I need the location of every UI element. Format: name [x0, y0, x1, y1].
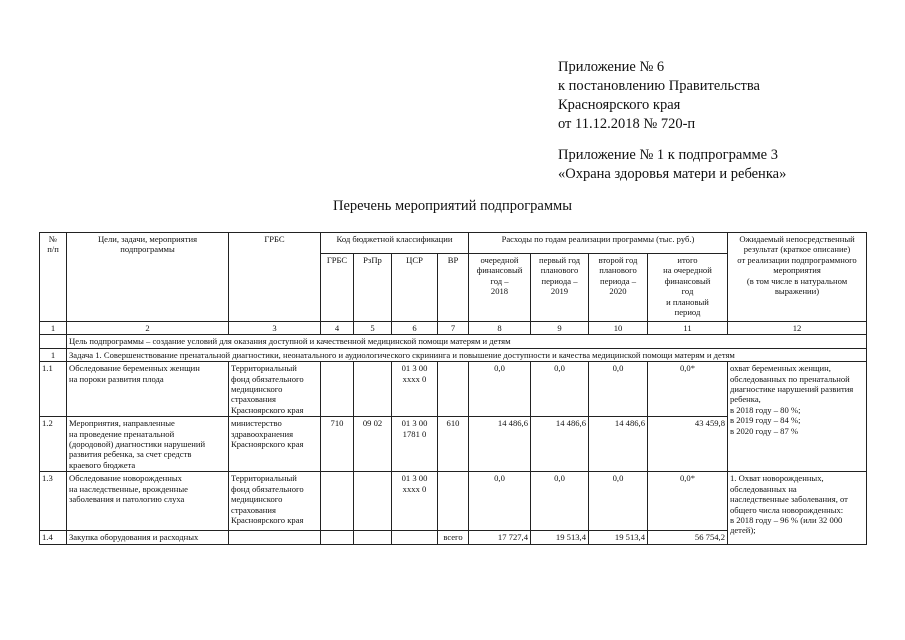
row-grbs: Территориальный фонд обязательного медицинского страхования Красноярского края — [229, 472, 321, 531]
header-year-2020: второй год планового периода – 2020 — [589, 254, 648, 322]
row-total: 0,0* — [648, 362, 728, 417]
row-k-vr: всего — [438, 531, 469, 544]
row-k-grbs — [321, 472, 354, 531]
header-kbk: Код бюджетной классификации — [321, 233, 469, 254]
header-k-csr: ЦСР — [392, 254, 438, 322]
col-number: 11 — [648, 322, 728, 335]
header-k-rzpr: РзПр — [354, 254, 392, 322]
row-num: 1.4 — [40, 531, 67, 544]
row-total: 43 459,8 — [648, 417, 728, 472]
row-result: 1. Охват новорожденных, обследованных на наследственные заболевания, от общего числа новорожденных: в 2018 году – 96 % (или 32 000 детей); — [728, 472, 867, 544]
row-y2020: 14 486,6 — [589, 417, 648, 472]
row-grbs — [229, 531, 321, 544]
row-k-csr: 01 3 00 xxxx 0 — [392, 362, 438, 417]
col-number: 8 — [469, 322, 531, 335]
row-k-csr: 01 3 00 xxxx 0 — [392, 472, 438, 531]
row-name: Закупка оборудования и расходных — [67, 531, 229, 544]
row-y2018: 0,0 — [469, 362, 531, 417]
col-number: 5 — [354, 322, 392, 335]
row-k-grbs: 710 — [321, 417, 354, 472]
annex-sub-line-2: «Охрана здоровья матери и ребенка» — [558, 166, 787, 182]
table-row — [40, 472, 867, 531]
annex-line-1: Приложение № 6 — [558, 59, 665, 75]
row-k-rzpr — [354, 362, 392, 417]
header-k-grbs: ГРБС — [321, 254, 354, 322]
col-number: 6 — [392, 322, 438, 335]
col-number: 3 — [229, 322, 321, 335]
header-year-2019: первый год планового периода – 2019 — [531, 254, 589, 322]
col-number: 4 — [321, 322, 354, 335]
row-total: 56 754,2 — [648, 531, 728, 544]
row-name: Мероприятия, направленные на проведение пренатальной (дородовой) диагностики нарушений развития ребенка, за счет средств краевого бюджета — [67, 417, 229, 472]
header-year-2018: очередной финансовый год – 2018 — [469, 254, 531, 322]
header-result: Ожидаемый непосредственный результат (краткое описание) от реализации подпрограммного мероприятия (в том числе в натуральном выражении) — [728, 233, 867, 322]
col-number: 1 — [40, 322, 67, 335]
row-result: охват беременных женщин, обследованных по пренатальной диагностике нарушений развития ребенка, в 2018 году – 80 %; в 2019 году – 84 %; в 2020 году – 87 % — [728, 362, 867, 472]
header-expenses: Расходы по годам реализации программы (тыс. руб.) — [469, 233, 728, 254]
row-k-grbs — [321, 531, 354, 544]
header-grbs: ГРБС — [229, 233, 321, 322]
row-num: 1.3 — [40, 472, 67, 531]
page-title: Перечень мероприятий подпрограммы — [333, 198, 572, 214]
row-y2020: 19 513,4 — [589, 531, 648, 544]
row-k-vr — [438, 472, 469, 531]
task-row-num: 1 — [40, 348, 67, 361]
row-name: Обследование новорожденных на наследственные, врожденные заболевания и патологию слуха — [67, 472, 229, 531]
header-total: итого на очередной финансовый год и плановый период — [648, 254, 728, 322]
row-k-vr — [438, 362, 469, 417]
goal-row-num — [40, 335, 67, 348]
row-y2020: 0,0 — [589, 472, 648, 531]
header-num: № п/п — [40, 233, 67, 322]
col-number: 10 — [589, 322, 648, 335]
table-row — [40, 362, 867, 417]
annex-block — [558, 58, 760, 134]
row-y2019: 19 513,4 — [531, 531, 589, 544]
annex-subprogram-block — [558, 146, 786, 184]
row-y2019: 14 486,6 — [531, 417, 589, 472]
row-y2020: 0,0 — [589, 362, 648, 417]
row-y2019: 0,0 — [531, 472, 589, 531]
annex-sub-line-1: Приложение № 1 к подпрограмме 3 — [558, 147, 778, 163]
row-k-rzpr — [354, 472, 392, 531]
col-number: 7 — [438, 322, 469, 335]
row-y2018: 0,0 — [469, 472, 531, 531]
row-y2019: 0,0 — [531, 362, 589, 417]
row-y2018: 17 727,4 — [469, 531, 531, 544]
row-k-csr: 01 3 00 1781 0 — [392, 417, 438, 472]
annex-line-2: к постановлению Правительства — [558, 78, 760, 94]
task-row-text: Задача 1. Совершенствование пренатальной диагностики, неонатального и аудиологического скрининга и повышение доступности и качества медицинской помощи матерям и детям — [67, 348, 867, 361]
goal-row-text: Цель подпрограммы – создание условий для оказания доступной и качественной медицинской помощи матерям и детям — [67, 335, 867, 348]
col-number: 9 — [531, 322, 589, 335]
row-k-grbs — [321, 362, 354, 417]
annex-line-4: от 11.12.2018 № 720-п — [558, 116, 696, 132]
row-name: Обследование беременных женщин на пороки развития плода — [67, 362, 229, 417]
header-goals: Цели, задачи, мероприятия подпрограммы — [67, 233, 229, 322]
row-k-rzpr — [354, 531, 392, 544]
row-grbs: министерство здравоохранения Красноярского края — [229, 417, 321, 472]
row-num: 1.2 — [40, 417, 67, 472]
header-k-vr: ВР — [438, 254, 469, 322]
row-total: 0,0* — [648, 472, 728, 531]
row-k-vr: 610 — [438, 417, 469, 472]
col-number: 2 — [67, 322, 229, 335]
row-num: 1.1 — [40, 362, 67, 417]
row-k-csr — [392, 531, 438, 544]
col-number: 12 — [728, 322, 867, 335]
row-k-rzpr: 09 02 — [354, 417, 392, 472]
row-grbs: Территориальный фонд обязательного медицинского страхования Красноярского края — [229, 362, 321, 417]
measures-table — [39, 232, 867, 545]
row-y2018: 14 486,6 — [469, 417, 531, 472]
annex-line-3: Красноярского края — [558, 97, 681, 113]
